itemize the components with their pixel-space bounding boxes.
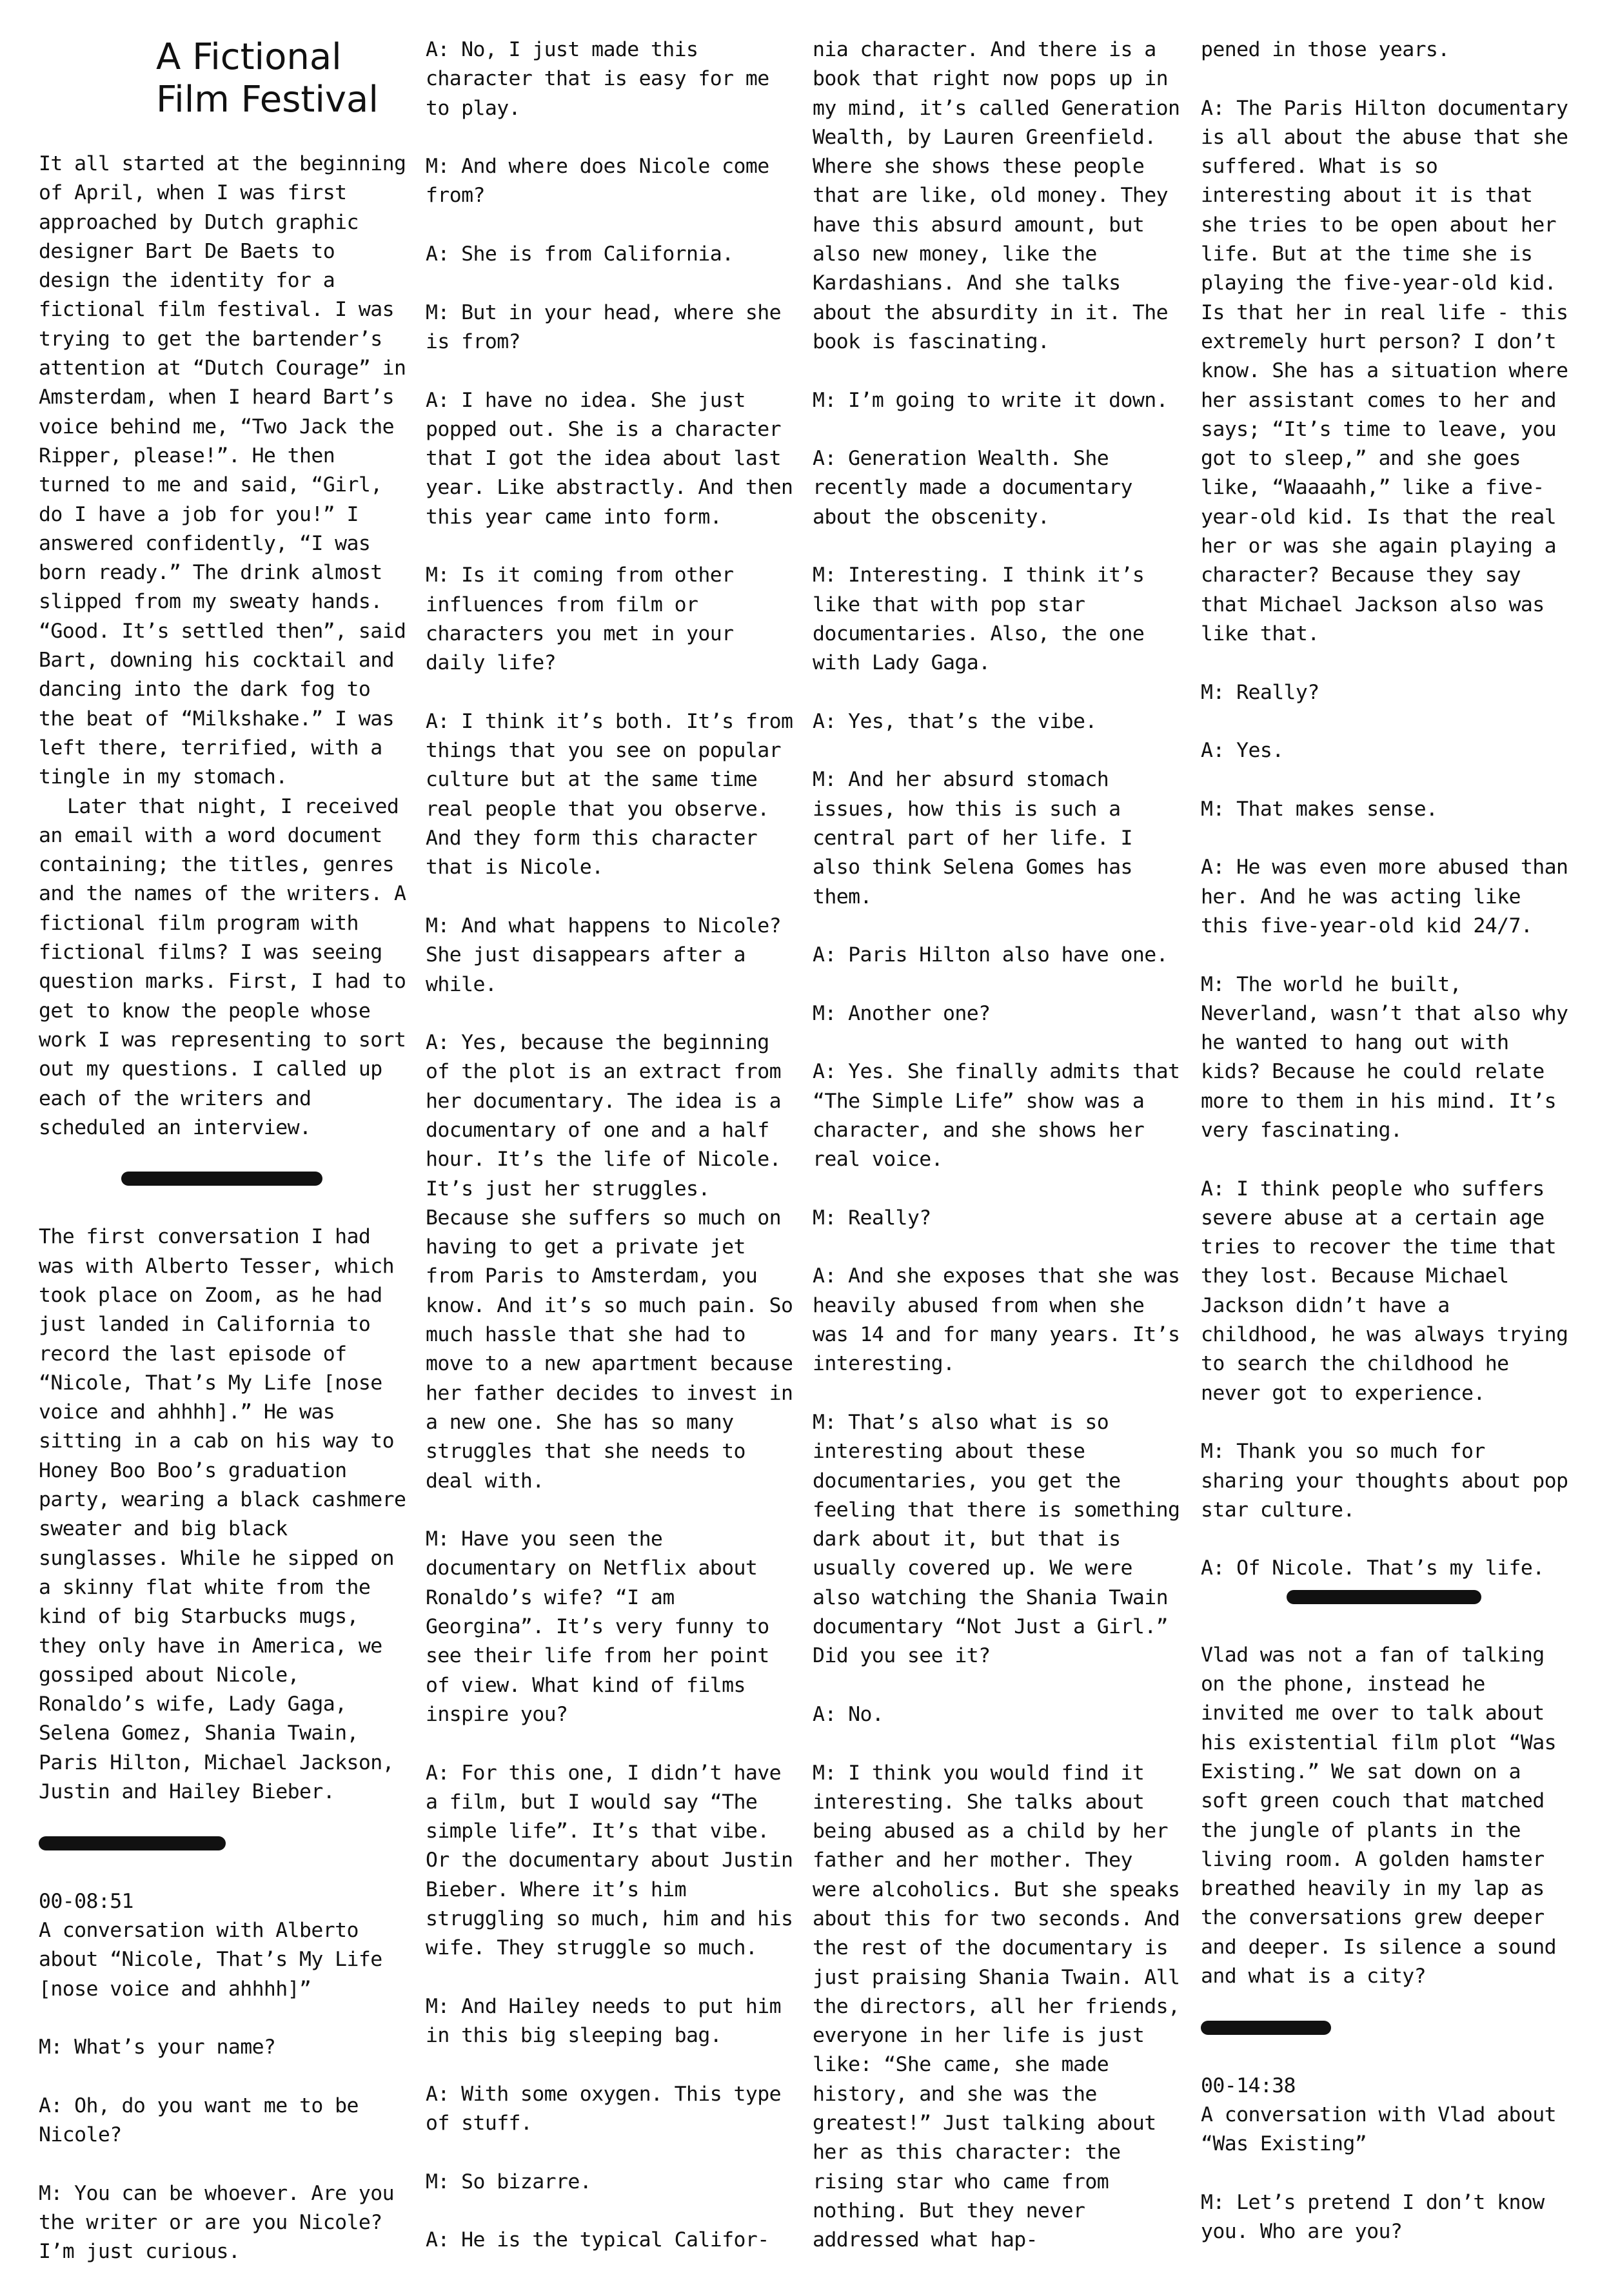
interview-line: A: Oh, do you want me to be Nicole? xyxy=(39,2094,359,2146)
interview-line: M: Interesting. I think it’s like that with pop star documentaries. Also, the one with Lady Gaga. xyxy=(813,564,1145,675)
timestamp: 00-14:38 xyxy=(1201,2074,1296,2097)
title-line-1: A Fictional xyxy=(156,36,342,78)
alberto-intro-paragraph: The first conversation I had was with Alberto Tesser, which took place on Zoom, as he had just landed in California to record the last episode of “Nicole, That’s My Life [nose voice and ahhhh].” He was sitting in a cab on his way to Honey Boo Boo’s graduation party, wearing a black cashmere sweater and big black sunglasses. While he sipped on a skinny flat white from the kind of big Starbucks mugs, they only have in America, we gossiped about Nicole, Ronaldo’s wife, Lady Gaga, Selena Gomez, Shania Twain, Paris Hilton, Michael Jackson, Justin and Hailey Bieber. xyxy=(39,1225,406,1804)
interview-line: A: Of Nicole. That’s my life. xyxy=(1201,1556,1545,1580)
interview-line: M: I think you would find it interesting. She talks about being abused as a child by her father and her mother. They were alcoholics. But she speaks about this for two seconds. And the rest of the documentary is just praising Shania Twain. All the directors, all her friends, everyone in her life is just like: “She came, she made history, and she was the greatest!” Just talking about her as this character: the rising star who came from nothing. But they never addressed what hap- xyxy=(813,1761,1180,2252)
column-4 xyxy=(1201,35,1575,2276)
interview-line: M: Have you seen the documentary on Netflix about Ronaldo’s wife? “I am Georgina”. It’s very funny to see their life from her point of view. What kind of films inspire you? xyxy=(426,1527,769,1726)
interview-line: A: I have no idea. She just popped out. She is a character that I got the idea about last year. Like abstractly. And then this year came into form. xyxy=(426,388,793,529)
interview-line: M: Really? xyxy=(1201,680,1319,704)
interview-line: A: Paris Hilton also have one. xyxy=(813,943,1168,967)
interview-line: nia character. And there is a book that right now pops up in my mind, it’s called Generation Wealth, by Lauren Greenfield. Where she shows these people that are like, old money. They have this absurd amount, but also new money, like the Kardashians. And she talks about the absurdity in it. The book is fascinating. xyxy=(813,38,1180,353)
interview-line: A: Generation Wealth. She recently made a documentary about the obscenity. xyxy=(813,447,1132,529)
interview-line: A: And she exposes that she was heavily abused from when she was 14 and for many years. It’s interesting. xyxy=(813,1264,1180,1376)
interview-line: A: She is from California. xyxy=(426,242,734,266)
section-divider-bar xyxy=(121,1172,322,1186)
conversation-caption: A conversation with Alberto about “Nicole, That’s My Life [nose voice and ahhhh]” xyxy=(39,1918,382,2001)
interview-line: M: You can be whoever. Are you the writer or are you Nicole? I’m just curious. xyxy=(39,2181,394,2264)
interview-line: A: Yes, that’s the vibe. xyxy=(813,709,1097,733)
interview-line: M: And what happens to Nicole? She just disappears after a while. xyxy=(426,914,781,996)
intro-paragraph-2: Later that night, I received an email with a word document containing; the titles, genres and the names of the writers. A fictional film program with fictional films? I was seeing question marks. First, I had to get to know the people whose work I was representing to sort out my questions. I called up each of the writers and scheduled an interview. xyxy=(39,794,406,1139)
intro-paragraph-1: It all started at the beginning of April, when I was first approached by Dutch graphic designer Bart De Baets to design the identity for a fictional film festival. I was trying to get the bartender’s attention at “Dutch Courage” in Amsterdam, when I heard Bart’s voice behind me, “Two Jack the Ripper, please!”. He then turned to me and said, “Girl, do I have a job for you!” I answered confidently, “I was born ready.” The drink almost slipped from my sweaty hands. “Good. It’s settled then”, said Bart, downing his cocktail and dancing into the dark fog to the beat of “Milkshake.” I was left there, terrified, with a tingle in my stomach. xyxy=(39,152,406,789)
interview-line: M: What’s your name? xyxy=(39,2036,276,2059)
section-divider-bar xyxy=(39,1836,226,1850)
interview-line: A: With some oxygen. This type of stuff. xyxy=(426,2082,781,2135)
interview-line: M: Another one? xyxy=(813,1001,991,1025)
interview-line: A: He is the typical Califor- xyxy=(426,2228,769,2252)
column-3 xyxy=(813,35,1187,2284)
page-title xyxy=(156,36,413,121)
interview-line: M: The world he built, Neverland, wasn’t that also why he wanted to hang out with kids? Because he could relate more to them in his mind. It’s very fascinating. xyxy=(1201,972,1568,1142)
interview-line: M: I’m going to write it down. xyxy=(813,388,1168,412)
interview-line: A: The Paris Hilton documentary is all about the abuse that she suffered. What is so interesting about it is that she tries to be open about her life. But at the time she is playing the five-year-old kid. Is that her in real life - this extremely hurt person? I don’t know. She has a situation where her assistant comes to her and says; “It’s time to leave, you got to sleep,” and she goes like, “Waaaahh,” like a five-year-old kid. Is that the real her or was she again playing a character? Because they say that Michael Jackson also was like that. xyxy=(1201,96,1568,645)
conversation-caption: A conversation with Vlad about “Was Existing” xyxy=(1201,2103,1556,2156)
interview-line: A: He was even more abused than her. And he was acting like this five-year-old kid 24/7. xyxy=(1201,856,1568,937)
interview-line: A: I think it’s both. It’s from things that you see on popular culture but at the same time real people that you observe. And they form this character that is Nicole. xyxy=(426,709,793,879)
title-line-2: Film Festival xyxy=(156,79,379,121)
interview-line: A: No, I just made this character that is easy for me to play. xyxy=(426,38,769,120)
timestamp: 00-08:51 xyxy=(39,1889,133,1913)
section-divider-bar xyxy=(1201,2021,1331,2035)
interview-line: M: Is it coming from other influences from film or characters you met in your daily life? xyxy=(426,564,734,675)
interview-line: A: I think people who suffers severe abuse at a certain age tries to recover the time that they lost. Because Michael Jackson didn’t have a childhood, he was always trying to search the childhood he never got to experience. xyxy=(1201,1177,1568,1405)
interview-line: M: So bizarre. xyxy=(426,2170,592,2193)
interview-line: A: Yes. She finally admits that “The Simple Life” show was a character, and she shows her real voice. xyxy=(813,1060,1180,1172)
column-1 xyxy=(39,36,413,2296)
interview-line: M: But in your head, where she is from? xyxy=(426,300,781,353)
interview-line: M: Really? xyxy=(813,1206,931,1230)
interview-line: M: And her absurd stomach issues, how this is such a central part of her life. I also think Selena Gomes has them. xyxy=(813,768,1132,908)
section-divider-bar xyxy=(1287,1590,1481,1604)
interview-line: M: And Hailey needs to put him in this big sleeping bag. xyxy=(426,1994,781,2048)
interview-line: M: That makes sense. xyxy=(1201,797,1438,821)
interview-line: A: Yes. xyxy=(1201,739,1284,763)
interview-line: A: Yes, because the beginning of the plot is an extract from her documentary. The idea is a documentary of one and a half hour. It’s the life of Nicole. It’s just her struggles. Because she suffers so much on having to get a private jet from Paris to Amsterdam, you know. And it’s so much pain. So much hassle that she had to move to a new apartment because her father decides to invest in a new one. She has so many struggles that she needs to deal with. xyxy=(426,1031,793,1493)
interview-line: A: No. xyxy=(813,1702,884,1726)
interview-line: M: That’s also what is so interesting about these documentaries, you get the feeling that there is something dark about it, but that is usually covered up. We were also watching the Shania Twain documentary “Not Just a Girl.” Did you see it? xyxy=(813,1410,1180,1668)
vlad-intro-paragraph: Vlad was not a fan of talking on the phone, instead he invited me over to talk about his existential film plot “Was Existing.” We sat down on a soft green couch that matched the jungle of plants in the living room. A golden hamster breathed heavily in my lap as the conversations grew deeper and deeper. Is silence a sound and what is a city? xyxy=(1201,1643,1556,1988)
interview-line: pened in those years. xyxy=(1201,38,1450,61)
interview-line: A: For this one, I didn’t have a film, but I would say “The simple life”. It’s that vibe. Or the documentary about Justin Bieber. Where it’s him struggling so much, him and his wife. They struggle so much. xyxy=(426,1761,793,1960)
interview-line: M: Let’s pretend I don’t know you. Who are you? xyxy=(1201,2190,1545,2244)
column-2 xyxy=(426,35,800,2284)
interview-line: M: Thank you so much for sharing your thoughts about pop star culture. xyxy=(1201,1440,1568,1522)
interview-line: M: And where does Nicole come from? xyxy=(426,155,769,208)
